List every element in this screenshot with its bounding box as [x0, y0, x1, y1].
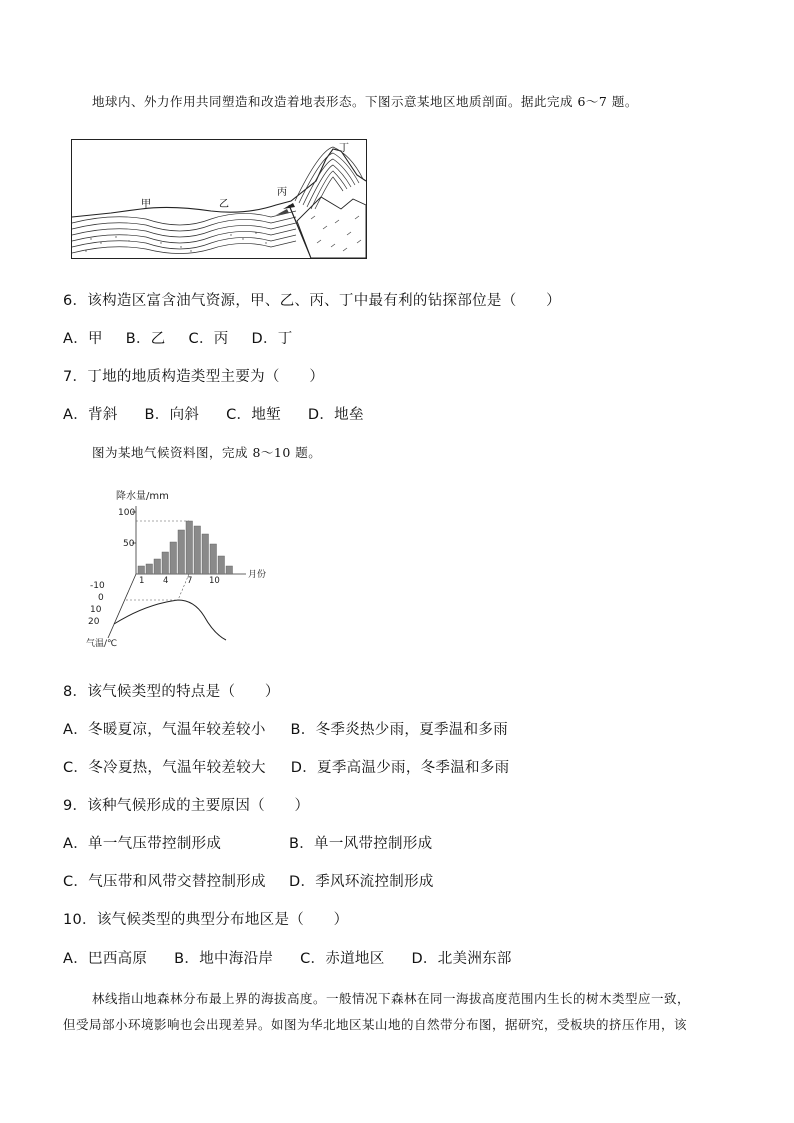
geology-section-svg	[71, 139, 367, 259]
climate-chart-svg	[86, 488, 286, 654]
temp-tick-neg10: -10	[90, 581, 105, 591]
question-6-stem: 6．该构造区富含油气资源，甲、乙、丙、丁中最有利的钻探部位是（ ）	[63, 293, 561, 309]
q6-option-d[interactable]: D．丁	[251, 331, 293, 347]
label-bing: 丙	[277, 187, 287, 198]
precip-bar-month-7	[186, 521, 193, 574]
q6-option-c[interactable]: C．丙	[188, 331, 229, 347]
q6-option-b[interactable]: B．乙	[125, 331, 166, 347]
q8-option-d[interactable]: D．夏季高温少雨，冬季温和多雨	[290, 760, 510, 776]
label-yi: 乙	[219, 199, 229, 210]
temp-tick-0: 0	[98, 593, 104, 603]
q7-option-b[interactable]: B．向斜	[144, 407, 200, 423]
intro-text-q8-10: 图为某地气候资料图，完成 8～10 题。	[92, 445, 322, 460]
precip-bars	[138, 521, 233, 574]
label-jia: 甲	[141, 199, 151, 210]
precip-bar-month-11	[218, 556, 225, 574]
question-10-stem: 10．该气候类型的典型分布地区是（ ）	[63, 912, 349, 928]
intro-text-treeline-line2: 但受局部小环境影响也会出现差异。如图为华北地区某山地的自然带分布图，据研究，受板块的挤压作用，该	[63, 1017, 688, 1032]
precip-bar-month-3	[154, 559, 161, 574]
temp-tick-20: 20	[88, 617, 100, 627]
precip-bar-month-8	[194, 526, 201, 574]
question-7-options	[63, 403, 364, 424]
intro-text-treeline-line1: 林线指山地森林分布最上界的海拔高度。一般情况下森林在同一海拔高度范围内生长的树木类型应一致，	[92, 991, 691, 1006]
question-9-option-a[interactable]: A．单一气压带控制形成	[63, 836, 222, 852]
q10-option-b[interactable]: B．地中海沿岸	[174, 951, 274, 967]
precip-tick-50: 50	[123, 539, 135, 549]
q8-option-b[interactable]: B．冬季炎热少雨，夏季温和多雨	[290, 722, 508, 738]
question-9-option-d[interactable]: D．季风环流控制形成	[289, 874, 434, 890]
precip-axis-label: 降水量/mm	[116, 491, 169, 502]
question-8-options-row2	[63, 756, 509, 777]
label-ding: 丁	[339, 143, 349, 154]
temp-axis-label: 气温/℃	[86, 639, 118, 649]
month-axis-label: 月份	[248, 570, 267, 580]
temperature-curve	[114, 600, 226, 640]
month-tick-4: 4	[163, 576, 169, 586]
temp-tick-10: 10	[90, 605, 102, 615]
question-7-stem: 7．丁地的地质构造类型主要为（ ）	[63, 369, 325, 385]
question-9-stem: 9．该种气候形成的主要原因（ ）	[63, 798, 310, 814]
question-9-option-c[interactable]: C．气压带和风带交替控制形成	[63, 874, 266, 890]
precip-bar-month-6	[178, 530, 185, 574]
question-6-options	[63, 327, 293, 348]
month-tick-7: 7	[187, 576, 193, 586]
q8-option-a[interactable]: A．冬暖夏凉，气温年较差较小	[63, 722, 266, 738]
precip-bar-month-4	[162, 552, 169, 574]
precip-tick-100: 100	[118, 508, 136, 518]
month-tick-10: 10	[209, 576, 220, 586]
precip-bar-month-12	[226, 566, 233, 574]
q7-option-c[interactable]: C．地堑	[226, 407, 281, 423]
precip-bar-month-5	[170, 542, 177, 574]
q7-option-d[interactable]: D．地垒	[307, 407, 364, 423]
q6-option-a[interactable]: A．甲	[63, 331, 103, 347]
q7-option-a[interactable]: A．背斜	[63, 407, 118, 423]
intro-text-q6-7: 地球内、外力作用共同塑造和改造着地表形态。下图示意某地区地质剖面。据此完成 6～7 题。	[92, 94, 638, 109]
climate-chart-figure	[86, 488, 286, 658]
q8-option-c[interactable]: C．冬冷夏热，气温年较差较大	[63, 760, 266, 776]
precip-bar-month-10	[210, 544, 217, 574]
question-8-options-row1	[63, 718, 508, 739]
question-8-stem: 8．该气候类型的特点是（ ）	[63, 684, 280, 700]
precip-bar-month-9	[202, 534, 209, 574]
q10-option-a[interactable]: A．巴西高原	[63, 951, 148, 967]
question-9-option-b[interactable]: B．单一风带控制形成	[289, 836, 433, 852]
q10-option-c[interactable]: C．赤道地区	[300, 951, 385, 967]
precip-bar-month-2	[146, 564, 153, 574]
precip-bar-month-1	[138, 566, 145, 574]
geology-section-figure	[71, 139, 367, 263]
month-tick-1: 1	[139, 576, 145, 586]
q10-option-d[interactable]: D．北美洲东部	[411, 951, 512, 967]
question-10-options	[63, 947, 512, 968]
